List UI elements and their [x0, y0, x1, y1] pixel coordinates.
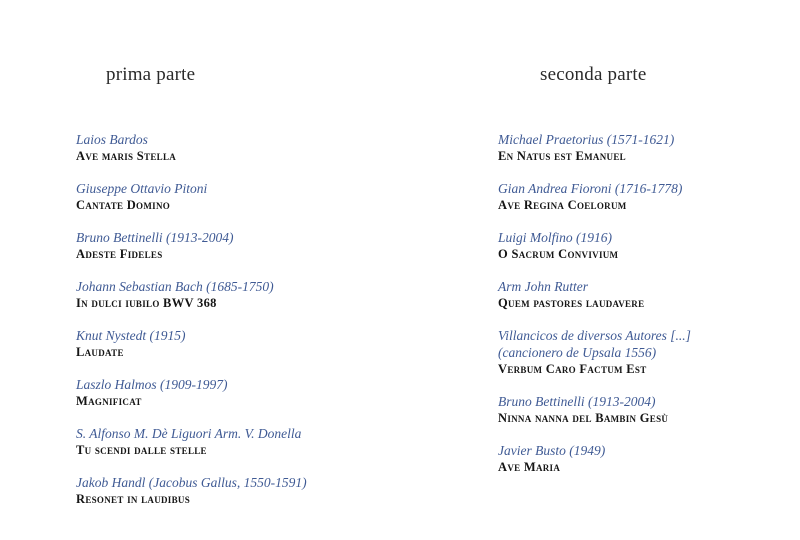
work-title: Ave Regina Coelorum	[498, 198, 627, 212]
composer-name: Villancicos de diversos Autores [...]	[498, 328, 691, 343]
program-item	[76, 376, 228, 410]
program-item	[76, 131, 176, 165]
composer-name: Javier Busto (1949)	[498, 443, 606, 458]
program-item	[498, 278, 644, 312]
program-item	[76, 278, 274, 312]
composer-name: Michael Praetorius (1571-1621)	[498, 132, 675, 147]
composer-name: Johann Sebastian Bach (1685-1750)	[76, 279, 274, 294]
program-item	[498, 393, 668, 427]
program-item	[498, 442, 605, 476]
composer-name: Laios Bardos	[76, 132, 148, 147]
work-title: Quem pastores laudavere	[498, 296, 645, 310]
work-title: Ave Maria	[498, 460, 561, 474]
work-title: Adeste Fideles	[76, 247, 163, 261]
part-title: prima parte	[106, 64, 196, 85]
program-item	[76, 425, 301, 459]
composer-name: Arm John Rutter	[498, 279, 588, 294]
composer-name: Knut Nystedt (1915)	[76, 328, 186, 343]
program-item	[76, 229, 233, 263]
composer-name: Bruno Bettinelli (1913-2004)	[498, 394, 656, 409]
work-title: Ninna nanna del Bambin Gesù	[498, 411, 669, 425]
work-title: Resonet in laudibus	[76, 492, 191, 506]
work-title: Ave maris Stella	[76, 149, 177, 163]
program-item	[76, 474, 307, 508]
program-item	[498, 229, 618, 263]
work-title: Laudate	[76, 345, 124, 359]
program-item	[76, 180, 207, 214]
work-title: Verbum Caro Factum Est	[498, 362, 647, 376]
composer-source: (cancionero de Upsala 1556)	[498, 345, 657, 360]
composer-name: S. Alfonso M. Dè Liguori Arm. V. Donella	[76, 426, 302, 441]
composer-name: Laszlo Halmos (1909-1997)	[76, 377, 228, 392]
work-title: Cantate Domino	[76, 198, 171, 212]
work-title: In dulci iubilo BWV 368	[76, 296, 217, 310]
composer-name: Luigi Molfino (1916)	[498, 230, 612, 245]
work-title: Magnificat	[76, 394, 142, 408]
composer-name: Bruno Bettinelli (1913-2004)	[76, 230, 234, 245]
program-item	[498, 180, 682, 214]
part-title: seconda parte	[540, 64, 647, 85]
work-title: Tu scendi dalle stelle	[76, 443, 207, 457]
program-item	[76, 327, 186, 361]
composer-name: Gian Andrea Fioroni (1716-1778)	[498, 181, 683, 196]
program-item	[498, 327, 691, 378]
program-item	[498, 131, 674, 165]
composer-name: Jakob Handl (Jacobus Gallus, 1550-1591)	[76, 475, 307, 490]
work-title: O Sacrum Convivium	[498, 247, 619, 261]
work-title: En Natus est Emanuel	[498, 149, 626, 163]
composer-name: Giuseppe Ottavio Pitoni	[76, 181, 208, 196]
